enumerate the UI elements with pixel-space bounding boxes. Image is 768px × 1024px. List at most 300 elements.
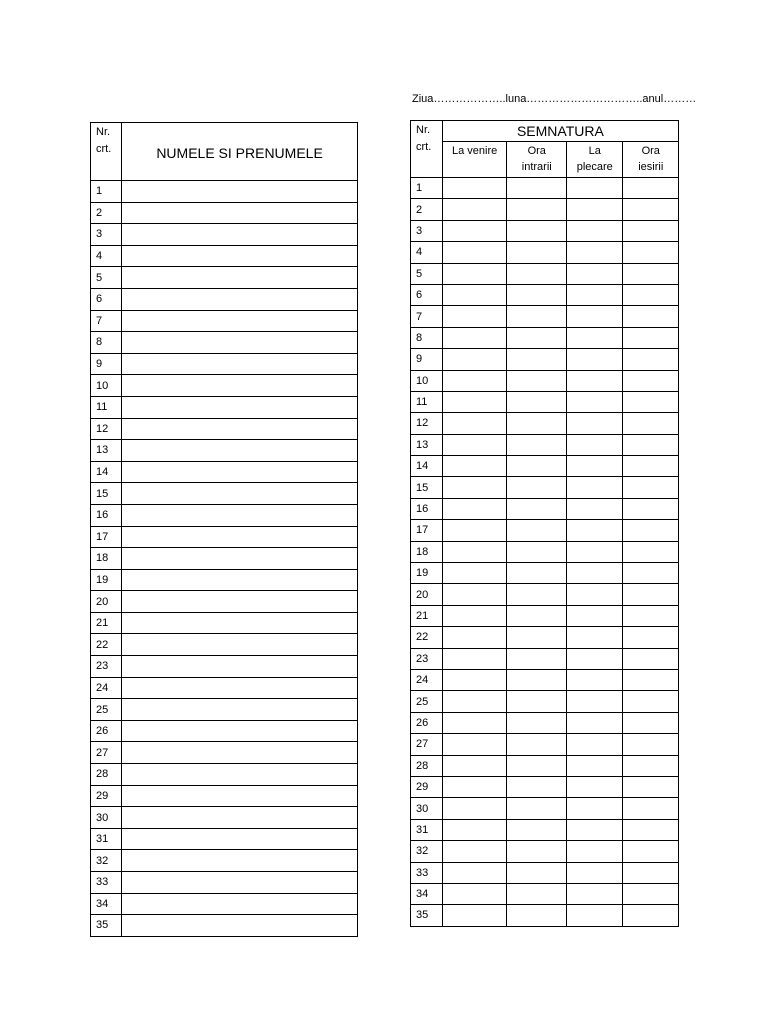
signature-group-header: SEMNATURA xyxy=(442,121,678,142)
la-plecare-cell[interactable] xyxy=(567,349,623,370)
la-plecare-cell[interactable] xyxy=(567,199,623,220)
la-plecare-cell[interactable] xyxy=(567,605,623,626)
row-number: 19 xyxy=(91,569,122,591)
table-row xyxy=(411,456,679,477)
row-number: 24 xyxy=(91,677,122,699)
row-number: 33 xyxy=(411,862,443,883)
ora-intrarii-cell[interactable] xyxy=(507,734,567,755)
name-cell[interactable] xyxy=(122,807,358,829)
la-venire-cell[interactable] xyxy=(442,605,507,626)
row-number: 28 xyxy=(411,755,443,776)
la-plecare-cell[interactable] xyxy=(567,498,623,519)
row-number: 19 xyxy=(411,563,443,584)
table-row xyxy=(411,776,679,797)
name-cell[interactable] xyxy=(122,699,358,721)
ora-iesirii-cell[interactable] xyxy=(623,520,679,541)
name-cell[interactable] xyxy=(122,245,358,267)
ora-intrarii-cell[interactable] xyxy=(507,370,567,391)
ora-iesirii-cell[interactable] xyxy=(623,563,679,584)
ora-iesirii-cell[interactable] xyxy=(623,434,679,455)
la-venire-cell[interactable] xyxy=(442,541,507,562)
name-cell[interactable] xyxy=(122,828,358,850)
la-plecare-cell[interactable] xyxy=(567,413,623,434)
row-number: 25 xyxy=(411,691,443,712)
row-number: 18 xyxy=(91,548,122,570)
name-cell[interactable] xyxy=(122,850,358,872)
table-row xyxy=(91,332,358,354)
name-cell[interactable] xyxy=(122,764,358,786)
ora-intrarii-cell[interactable] xyxy=(507,669,567,690)
row-number: 22 xyxy=(411,627,443,648)
ora-iesirii-cell[interactable] xyxy=(623,477,679,498)
name-cell[interactable] xyxy=(122,267,358,289)
name-cell[interactable] xyxy=(122,591,358,613)
table-row xyxy=(411,327,679,348)
la-venire-cell[interactable] xyxy=(442,776,507,797)
ora-intrarii-cell[interactable] xyxy=(507,477,567,498)
row-number: 30 xyxy=(91,807,122,829)
ora-iesirii-cell[interactable] xyxy=(623,691,679,712)
row-number: 2 xyxy=(91,202,122,224)
table-row xyxy=(411,691,679,712)
table-row xyxy=(411,627,679,648)
ora-iesirii-cell[interactable] xyxy=(623,306,679,327)
date-line: Ziua………………..luna…………………………..anul……… xyxy=(412,93,697,105)
table-row xyxy=(91,677,358,699)
table-row xyxy=(91,461,358,483)
la-venire-cell[interactable] xyxy=(442,648,507,669)
la-plecare-cell[interactable] xyxy=(567,819,623,840)
la-venire-cell[interactable] xyxy=(442,755,507,776)
ora-iesirii-cell[interactable] xyxy=(623,284,679,305)
name-cell[interactable] xyxy=(122,915,358,937)
la-plecare-cell[interactable] xyxy=(567,434,623,455)
ora-iesirii-cell[interactable] xyxy=(623,841,679,862)
table-row xyxy=(411,841,679,862)
row-number: 35 xyxy=(411,905,443,926)
row-number: 5 xyxy=(91,267,122,289)
table-row xyxy=(91,548,358,570)
ora-intrarii-cell[interactable] xyxy=(507,755,567,776)
ora-intrarii-cell[interactable] xyxy=(507,520,567,541)
la-plecare-cell[interactable] xyxy=(567,883,623,904)
la-plecare-cell[interactable] xyxy=(567,541,623,562)
la-venire-cell[interactable] xyxy=(442,284,507,305)
name-cell[interactable] xyxy=(122,483,358,505)
ora-iesirii-cell[interactable] xyxy=(623,349,679,370)
la-plecare-cell[interactable] xyxy=(567,391,623,412)
la-venire-cell[interactable] xyxy=(442,691,507,712)
ora-intrarii-cell[interactable] xyxy=(507,541,567,562)
nr-crt-header: Nr. crt. xyxy=(411,121,443,178)
name-cell[interactable] xyxy=(122,569,358,591)
la-venire-cell[interactable] xyxy=(442,178,507,199)
row-number: 4 xyxy=(411,242,443,263)
ora-intrarii-cell[interactable] xyxy=(507,648,567,669)
ora-iesirii-cell[interactable] xyxy=(623,584,679,605)
name-cell[interactable] xyxy=(122,353,358,375)
name-cell[interactable] xyxy=(122,310,358,332)
ora-iesirii-cell[interactable] xyxy=(623,819,679,840)
row-number: 29 xyxy=(411,776,443,797)
la-plecare-cell[interactable] xyxy=(567,263,623,284)
ora-intrarii-cell[interactable] xyxy=(507,498,567,519)
name-cell[interactable] xyxy=(122,548,358,570)
name-cell[interactable] xyxy=(122,332,358,354)
la-venire-cell[interactable] xyxy=(442,669,507,690)
row-number: 12 xyxy=(91,418,122,440)
name-cell[interactable] xyxy=(122,893,358,915)
ora-iesirii-cell[interactable] xyxy=(623,905,679,926)
la-venire-cell[interactable] xyxy=(442,456,507,477)
ora-intrarii-cell[interactable] xyxy=(507,178,567,199)
ora-intrarii-cell[interactable] xyxy=(507,199,567,220)
table-row xyxy=(91,288,358,310)
la-venire-cell[interactable] xyxy=(442,199,507,220)
la-plecare-cell[interactable] xyxy=(567,841,623,862)
table-row xyxy=(91,742,358,764)
row-number: 8 xyxy=(411,327,443,348)
ora-intrarii-cell[interactable] xyxy=(507,776,567,797)
la-venire-cell[interactable] xyxy=(442,477,507,498)
row-number: 28 xyxy=(91,764,122,786)
la-plecare-cell[interactable] xyxy=(567,755,623,776)
ora-iesirii-cell[interactable] xyxy=(623,498,679,519)
row-number: 12 xyxy=(411,413,443,434)
ora-intrarii-cell[interactable] xyxy=(507,263,567,284)
table-row xyxy=(411,306,679,327)
table-row xyxy=(411,370,679,391)
row-number: 20 xyxy=(91,591,122,613)
ora-iesirii-cell[interactable] xyxy=(623,648,679,669)
row-number: 29 xyxy=(91,785,122,807)
signature-table-subheader-row xyxy=(411,142,679,178)
table-row xyxy=(91,872,358,894)
table-row xyxy=(91,785,358,807)
la-venire-cell[interactable] xyxy=(442,798,507,819)
ora-intrarii-cell[interactable] xyxy=(507,242,567,263)
row-number: 22 xyxy=(91,634,122,656)
table-row xyxy=(411,648,679,669)
row-number: 32 xyxy=(411,841,443,862)
la-venire-header: La venire xyxy=(442,142,507,178)
row-number: 26 xyxy=(91,720,122,742)
ora-iesirii-cell[interactable] xyxy=(623,370,679,391)
la-plecare-header: La plecare xyxy=(567,142,623,178)
ora-intrarii-cell[interactable] xyxy=(507,841,567,862)
table-row xyxy=(91,699,358,721)
la-venire-cell[interactable] xyxy=(442,520,507,541)
table-row xyxy=(91,915,358,937)
table-row xyxy=(411,199,679,220)
row-number: 16 xyxy=(411,498,443,519)
row-number: 15 xyxy=(411,477,443,498)
table-row xyxy=(411,669,679,690)
table-row xyxy=(411,563,679,584)
row-number: 23 xyxy=(411,648,443,669)
table-row xyxy=(91,720,358,742)
la-plecare-cell[interactable] xyxy=(567,798,623,819)
row-number: 18 xyxy=(411,541,443,562)
row-number: 7 xyxy=(91,310,122,332)
ora-intrarii-cell[interactable] xyxy=(507,306,567,327)
la-plecare-cell[interactable] xyxy=(567,584,623,605)
name-cell[interactable] xyxy=(122,461,358,483)
name-cell[interactable] xyxy=(122,785,358,807)
name-column-header: NUMELE SI PRENUMELE xyxy=(122,123,358,181)
table-row xyxy=(91,591,358,613)
table-row xyxy=(91,396,358,418)
ora-iesirii-cell[interactable] xyxy=(623,541,679,562)
ora-intrarii-cell[interactable] xyxy=(507,349,567,370)
table-row xyxy=(411,178,679,199)
table-row xyxy=(411,242,679,263)
ora-intrarii-cell[interactable] xyxy=(507,605,567,626)
ora-intrarii-header: Ora intrarii xyxy=(507,142,567,178)
la-plecare-cell[interactable] xyxy=(567,477,623,498)
table-row xyxy=(411,498,679,519)
la-plecare-cell[interactable] xyxy=(567,905,623,926)
ora-intrarii-cell[interactable] xyxy=(507,391,567,412)
la-plecare-cell[interactable] xyxy=(567,627,623,648)
la-plecare-cell[interactable] xyxy=(567,648,623,669)
ora-iesirii-cell[interactable] xyxy=(623,734,679,755)
row-number: 13 xyxy=(411,434,443,455)
row-number: 17 xyxy=(91,526,122,548)
row-number: 27 xyxy=(411,734,443,755)
signature-table-body xyxy=(411,178,679,927)
ora-intrarii-cell[interactable] xyxy=(507,819,567,840)
table-row xyxy=(411,263,679,284)
table-row xyxy=(91,526,358,548)
table-row xyxy=(91,569,358,591)
ora-iesirii-cell[interactable] xyxy=(623,712,679,733)
la-plecare-cell[interactable] xyxy=(567,284,623,305)
row-number: 35 xyxy=(91,915,122,937)
table-row xyxy=(91,764,358,786)
ora-intrarii-cell[interactable] xyxy=(507,456,567,477)
ora-iesirii-cell[interactable] xyxy=(623,263,679,284)
ora-iesirii-cell[interactable] xyxy=(623,178,679,199)
table-row xyxy=(91,893,358,915)
la-plecare-cell[interactable] xyxy=(567,370,623,391)
name-cell[interactable] xyxy=(122,612,358,634)
ora-intrarii-cell[interactable] xyxy=(507,434,567,455)
row-number: 34 xyxy=(411,883,443,904)
ora-iesirii-cell[interactable] xyxy=(623,220,679,241)
name-cell[interactable] xyxy=(122,224,358,246)
name-cell[interactable] xyxy=(122,872,358,894)
la-venire-cell[interactable] xyxy=(442,905,507,926)
row-number: 17 xyxy=(411,520,443,541)
name-cell[interactable] xyxy=(122,202,358,224)
table-row xyxy=(411,905,679,926)
table-row xyxy=(411,541,679,562)
table-row xyxy=(91,828,358,850)
table-row xyxy=(91,267,358,289)
table-row xyxy=(91,483,358,505)
la-venire-cell[interactable] xyxy=(442,413,507,434)
table-row xyxy=(91,440,358,462)
ora-intrarii-cell[interactable] xyxy=(507,220,567,241)
la-venire-cell[interactable] xyxy=(442,498,507,519)
row-number: 10 xyxy=(411,370,443,391)
name-cell[interactable] xyxy=(122,375,358,397)
ora-iesirii-cell[interactable] xyxy=(623,456,679,477)
table-row xyxy=(91,656,358,678)
table-row xyxy=(411,798,679,819)
row-number: 11 xyxy=(91,396,122,418)
ora-intrarii-cell[interactable] xyxy=(507,883,567,904)
la-venire-cell[interactable] xyxy=(442,434,507,455)
name-cell[interactable] xyxy=(122,526,358,548)
row-number: 34 xyxy=(91,893,122,915)
table-row xyxy=(411,883,679,904)
la-venire-cell[interactable] xyxy=(442,883,507,904)
name-cell[interactable] xyxy=(122,288,358,310)
row-number: 14 xyxy=(91,461,122,483)
la-plecare-cell[interactable] xyxy=(567,712,623,733)
row-number: 14 xyxy=(411,456,443,477)
la-venire-cell[interactable] xyxy=(442,370,507,391)
la-venire-cell[interactable] xyxy=(442,220,507,241)
la-plecare-cell[interactable] xyxy=(567,220,623,241)
table-row xyxy=(411,413,679,434)
table-row xyxy=(411,712,679,733)
ora-intrarii-cell[interactable] xyxy=(507,284,567,305)
row-number: 31 xyxy=(91,828,122,850)
la-plecare-cell[interactable] xyxy=(567,691,623,712)
row-number: 7 xyxy=(411,306,443,327)
name-cell[interactable] xyxy=(122,656,358,678)
name-cell[interactable] xyxy=(122,396,358,418)
name-cell[interactable] xyxy=(122,504,358,526)
name-cell[interactable] xyxy=(122,418,358,440)
ora-iesirii-cell[interactable] xyxy=(623,413,679,434)
row-number: 1 xyxy=(411,178,443,199)
ora-iesirii-cell[interactable] xyxy=(623,242,679,263)
names-table xyxy=(90,122,358,937)
table-row xyxy=(91,353,358,375)
ora-iesirii-cell[interactable] xyxy=(623,883,679,904)
ora-intrarii-cell[interactable] xyxy=(507,862,567,883)
ora-intrarii-cell[interactable] xyxy=(507,798,567,819)
la-venire-cell[interactable] xyxy=(442,819,507,840)
name-cell[interactable] xyxy=(122,677,358,699)
la-venire-cell[interactable] xyxy=(442,627,507,648)
table-row xyxy=(411,605,679,626)
la-plecare-cell[interactable] xyxy=(567,862,623,883)
ora-iesirii-cell[interactable] xyxy=(623,391,679,412)
name-cell[interactable] xyxy=(122,720,358,742)
la-venire-cell[interactable] xyxy=(442,841,507,862)
la-plecare-cell[interactable] xyxy=(567,520,623,541)
row-number: 15 xyxy=(91,483,122,505)
row-number: 25 xyxy=(91,699,122,721)
ora-iesirii-header: Ora iesirii xyxy=(623,142,679,178)
table-row xyxy=(91,807,358,829)
table-row xyxy=(91,181,358,203)
la-plecare-cell[interactable] xyxy=(567,734,623,755)
row-number: 13 xyxy=(91,440,122,462)
table-row xyxy=(91,418,358,440)
ora-intrarii-cell[interactable] xyxy=(507,691,567,712)
row-number: 5 xyxy=(411,263,443,284)
la-venire-cell[interactable] xyxy=(442,391,507,412)
la-venire-cell[interactable] xyxy=(442,242,507,263)
la-venire-cell[interactable] xyxy=(442,734,507,755)
row-number: 33 xyxy=(91,872,122,894)
la-venire-cell[interactable] xyxy=(442,712,507,733)
ora-intrarii-cell[interactable] xyxy=(507,627,567,648)
la-venire-cell[interactable] xyxy=(442,327,507,348)
ora-iesirii-cell[interactable] xyxy=(623,755,679,776)
ora-iesirii-cell[interactable] xyxy=(623,776,679,797)
row-number: 23 xyxy=(91,656,122,678)
row-number: 31 xyxy=(411,819,443,840)
table-row xyxy=(91,245,358,267)
table-row xyxy=(91,310,358,332)
la-venire-cell[interactable] xyxy=(442,349,507,370)
la-plecare-cell[interactable] xyxy=(567,178,623,199)
ora-intrarii-cell[interactable] xyxy=(507,413,567,434)
signature-table xyxy=(410,120,679,927)
ora-iesirii-cell[interactable] xyxy=(623,798,679,819)
la-plecare-cell[interactable] xyxy=(567,563,623,584)
ora-iesirii-cell[interactable] xyxy=(623,627,679,648)
ora-iesirii-cell[interactable] xyxy=(623,605,679,626)
row-number: 20 xyxy=(411,584,443,605)
name-cell[interactable] xyxy=(122,440,358,462)
name-cell[interactable] xyxy=(122,181,358,203)
row-number: 21 xyxy=(411,605,443,626)
row-number: 24 xyxy=(411,669,443,690)
ora-iesirii-cell[interactable] xyxy=(623,327,679,348)
la-plecare-cell[interactable] xyxy=(567,456,623,477)
row-number: 32 xyxy=(91,850,122,872)
la-venire-cell[interactable] xyxy=(442,563,507,584)
row-number: 9 xyxy=(91,353,122,375)
name-cell[interactable] xyxy=(122,742,358,764)
la-venire-cell[interactable] xyxy=(442,306,507,327)
ora-iesirii-cell[interactable] xyxy=(623,669,679,690)
table-row xyxy=(411,477,679,498)
ora-intrarii-cell[interactable] xyxy=(507,327,567,348)
table-row xyxy=(411,755,679,776)
ora-iesirii-cell[interactable] xyxy=(623,862,679,883)
table-row xyxy=(91,504,358,526)
la-plecare-cell[interactable] xyxy=(567,669,623,690)
la-venire-cell[interactable] xyxy=(442,862,507,883)
table-row xyxy=(91,612,358,634)
la-venire-cell[interactable] xyxy=(442,263,507,284)
ora-iesirii-cell[interactable] xyxy=(623,199,679,220)
la-plecare-cell[interactable] xyxy=(567,306,623,327)
ora-intrarii-cell[interactable] xyxy=(507,905,567,926)
row-number: 26 xyxy=(411,712,443,733)
la-plecare-cell[interactable] xyxy=(567,776,623,797)
name-cell[interactable] xyxy=(122,634,358,656)
la-plecare-cell[interactable] xyxy=(567,327,623,348)
ora-intrarii-cell[interactable] xyxy=(507,584,567,605)
ora-intrarii-cell[interactable] xyxy=(507,712,567,733)
la-plecare-cell[interactable] xyxy=(567,242,623,263)
la-venire-cell[interactable] xyxy=(442,584,507,605)
ora-intrarii-cell[interactable] xyxy=(507,563,567,584)
row-number: 16 xyxy=(91,504,122,526)
row-number: 9 xyxy=(411,349,443,370)
table-row xyxy=(411,734,679,755)
